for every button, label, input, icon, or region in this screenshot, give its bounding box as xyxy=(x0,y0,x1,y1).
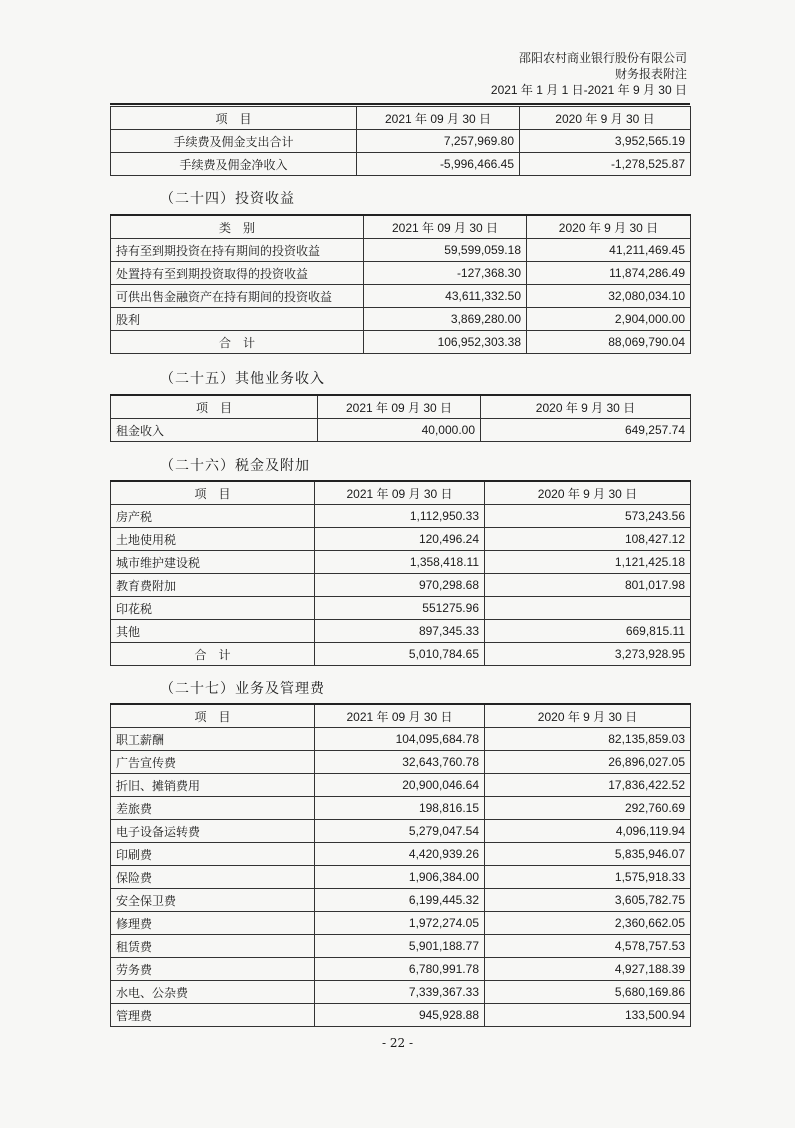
value-2020: 573,243.56 xyxy=(485,505,691,528)
total-2021: 106,952,303.38 xyxy=(364,331,527,354)
value-2021: 5,279,047.54 xyxy=(315,820,485,843)
value-2020: 41,211,469.45 xyxy=(527,239,691,262)
table-row xyxy=(111,820,691,843)
total-row xyxy=(111,643,691,666)
value-2020: 17,836,422.52 xyxy=(485,774,691,797)
column-header: 2020 年 9 月 30 日 xyxy=(520,107,691,130)
row-label: 安全保卫费 xyxy=(111,889,315,912)
value-2021: 1,906,384.00 xyxy=(315,866,485,889)
row-label: 租赁费 xyxy=(111,935,315,958)
row-label: 保险费 xyxy=(111,866,315,889)
total-label: 合 计 xyxy=(111,643,315,666)
column-header: 2020 年 9 月 30 日 xyxy=(485,704,691,728)
row-label: 电子设备运转费 xyxy=(111,820,315,843)
value-2021: 1,972,274.05 xyxy=(315,912,485,935)
total-2021: 5,010,784.65 xyxy=(315,643,485,666)
reporting-period: 2021 年 1 月 1 日-2021 年 9 月 30 日 xyxy=(490,83,687,97)
value-2021: -127,368.30 xyxy=(364,262,527,285)
value-2021: 43,611,332.50 xyxy=(364,285,527,308)
row-label: 教育费附加 xyxy=(111,574,315,597)
table-row xyxy=(111,958,691,981)
table-row xyxy=(111,1004,691,1027)
table-row xyxy=(111,912,691,935)
table-row xyxy=(111,419,691,442)
table-header-row xyxy=(111,107,691,130)
value-2020: 32,080,034.10 xyxy=(527,285,691,308)
column-header: 项 目 xyxy=(111,704,315,728)
table-row xyxy=(111,597,691,620)
value-2021: 897,345.33 xyxy=(315,620,485,643)
value-2021: 5,901,188.77 xyxy=(315,935,485,958)
row-label: 职工薪酬 xyxy=(111,728,315,751)
row-label: 印刷费 xyxy=(111,843,315,866)
column-header: 2020 年 9 月 30 日 xyxy=(527,215,691,239)
section-title-taxes-surcharges: （二十六）税金及附加 xyxy=(160,458,310,474)
row-label: 租金收入 xyxy=(111,419,318,442)
column-header: 项 目 xyxy=(111,107,357,130)
value-2021: 7,339,367.33 xyxy=(315,981,485,1004)
value-2020: 5,835,946.07 xyxy=(485,843,691,866)
column-header: 2021 年 09 月 30 日 xyxy=(364,215,527,239)
table-row xyxy=(111,751,691,774)
row-label: 股利 xyxy=(111,308,364,331)
column-header: 2021 年 09 月 30 日 xyxy=(315,481,485,505)
total-2020: 88,069,790.04 xyxy=(527,331,691,354)
value-2021: 40,000.00 xyxy=(318,419,481,442)
value-2020: 5,680,169.86 xyxy=(485,981,691,1004)
company-name: 邵阳农村商业银行股份有限公司 xyxy=(518,51,687,65)
value-2020: 4,578,757.53 xyxy=(485,935,691,958)
row-label: 可供出售金融资产在持有期间的投资收益 xyxy=(111,285,364,308)
table-row xyxy=(111,889,691,912)
column-header: 2020 年 9 月 30 日 xyxy=(481,395,691,419)
table-row xyxy=(111,551,691,574)
table-row xyxy=(111,153,691,176)
page-header xyxy=(491,50,687,98)
value-2020: 1,575,918.33 xyxy=(485,866,691,889)
table-row xyxy=(111,130,691,153)
value-2021: 6,199,445.32 xyxy=(315,889,485,912)
table-row xyxy=(111,728,691,751)
investment-income-table xyxy=(110,214,691,354)
value-2021: 4,420,939.26 xyxy=(315,843,485,866)
row-label: 城市维护建设税 xyxy=(111,551,315,574)
table-row xyxy=(111,574,691,597)
table-row xyxy=(111,239,691,262)
table-row xyxy=(111,528,691,551)
value-2021: 6,780,991.78 xyxy=(315,958,485,981)
section-title-investment-income: （二十四）投资收益 xyxy=(160,191,295,207)
table-row xyxy=(111,285,691,308)
row-label: 修理费 xyxy=(111,912,315,935)
table-row xyxy=(111,620,691,643)
value-2020: -1,278,525.87 xyxy=(520,153,691,176)
row-label: 处置持有至到期投资取得的投资收益 xyxy=(111,262,364,285)
row-label: 水电、公杂费 xyxy=(111,981,315,1004)
row-label: 差旅费 xyxy=(111,797,315,820)
value-2020: 4,927,188.39 xyxy=(485,958,691,981)
table-row xyxy=(111,308,691,331)
row-label: 手续费及佣金净收入 xyxy=(111,153,357,176)
value-2021: 551275.96 xyxy=(315,597,485,620)
value-2020: 669,815.11 xyxy=(485,620,691,643)
value-2020: 133,500.94 xyxy=(485,1004,691,1027)
value-2021: 1,112,950.33 xyxy=(315,505,485,528)
total-2020: 3,273,928.95 xyxy=(485,643,691,666)
document-name: 财务报表附注 xyxy=(614,67,687,81)
value-2021: 120,496.24 xyxy=(315,528,485,551)
column-header: 类 别 xyxy=(111,215,364,239)
value-2021: 1,358,418.11 xyxy=(315,551,485,574)
value-2021: 59,599,059.18 xyxy=(364,239,527,262)
row-label: 管理费 xyxy=(111,1004,315,1027)
section-title-other-business-income: （二十五）其他业务收入 xyxy=(160,371,325,387)
total-label: 合 计 xyxy=(111,331,364,354)
row-label: 折旧、摊销费用 xyxy=(111,774,315,797)
table-header-row xyxy=(111,395,691,419)
value-2021: 198,816.15 xyxy=(315,797,485,820)
row-label: 房产税 xyxy=(111,505,315,528)
other-income-table xyxy=(110,394,691,442)
row-label: 劳务费 xyxy=(111,958,315,981)
row-label: 印花税 xyxy=(111,597,315,620)
value-2020: 649,257.74 xyxy=(481,419,691,442)
value-2020: 2,904,000.00 xyxy=(527,308,691,331)
value-2020: 4,096,119.94 xyxy=(485,820,691,843)
value-2020: 3,605,782.75 xyxy=(485,889,691,912)
table-header-row xyxy=(111,704,691,728)
table-row xyxy=(111,843,691,866)
value-2020: 11,874,286.49 xyxy=(527,262,691,285)
taxes-surcharges-table xyxy=(110,480,691,666)
table-header-row xyxy=(111,481,691,505)
value-2020: 2,360,662.05 xyxy=(485,912,691,935)
value-2020 xyxy=(485,597,691,620)
table-row xyxy=(111,981,691,1004)
value-2020: 108,427.12 xyxy=(485,528,691,551)
column-header: 2020 年 9 月 30 日 xyxy=(485,481,691,505)
section-title-business-management-expenses: （二十七）业务及管理费 xyxy=(160,681,325,697)
value-2021: 104,095,684.78 xyxy=(315,728,485,751)
row-label: 其他 xyxy=(111,620,315,643)
column-header: 项 目 xyxy=(111,481,315,505)
table-row xyxy=(111,262,691,285)
column-header: 2021 年 09 月 30 日 xyxy=(315,704,485,728)
total-row xyxy=(111,331,691,354)
value-2020: 26,896,027.05 xyxy=(485,751,691,774)
row-label: 手续费及佣金支出合计 xyxy=(111,130,357,153)
fee-commission-table xyxy=(110,106,691,176)
table-row xyxy=(111,866,691,889)
column-header: 2021 年 09 月 30 日 xyxy=(357,107,520,130)
value-2020: 801,017.98 xyxy=(485,574,691,597)
value-2021: -5,996,466.45 xyxy=(357,153,520,176)
value-2020: 1,121,425.18 xyxy=(485,551,691,574)
value-2021: 3,869,280.00 xyxy=(364,308,527,331)
table-row xyxy=(111,505,691,528)
value-2020: 82,135,859.03 xyxy=(485,728,691,751)
table-row xyxy=(111,935,691,958)
table-row xyxy=(111,797,691,820)
page-number: - 22 - xyxy=(381,1036,413,1050)
header-rule xyxy=(110,103,690,105)
value-2020: 3,952,565.19 xyxy=(520,130,691,153)
value-2021: 970,298.68 xyxy=(315,574,485,597)
column-header: 项 目 xyxy=(111,395,318,419)
value-2021: 7,257,969.80 xyxy=(357,130,520,153)
value-2021: 945,928.88 xyxy=(315,1004,485,1027)
business-management-expense-table xyxy=(110,703,691,1027)
table-header-row xyxy=(111,215,691,239)
value-2021: 32,643,760.78 xyxy=(315,751,485,774)
value-2021: 20,900,046.64 xyxy=(315,774,485,797)
row-label: 土地使用税 xyxy=(111,528,315,551)
value-2020: 292,760.69 xyxy=(485,797,691,820)
column-header: 2021 年 09 月 30 日 xyxy=(318,395,481,419)
row-label: 持有至到期投资在持有期间的投资收益 xyxy=(111,239,364,262)
row-label: 广告宣传费 xyxy=(111,751,315,774)
table-row xyxy=(111,774,691,797)
